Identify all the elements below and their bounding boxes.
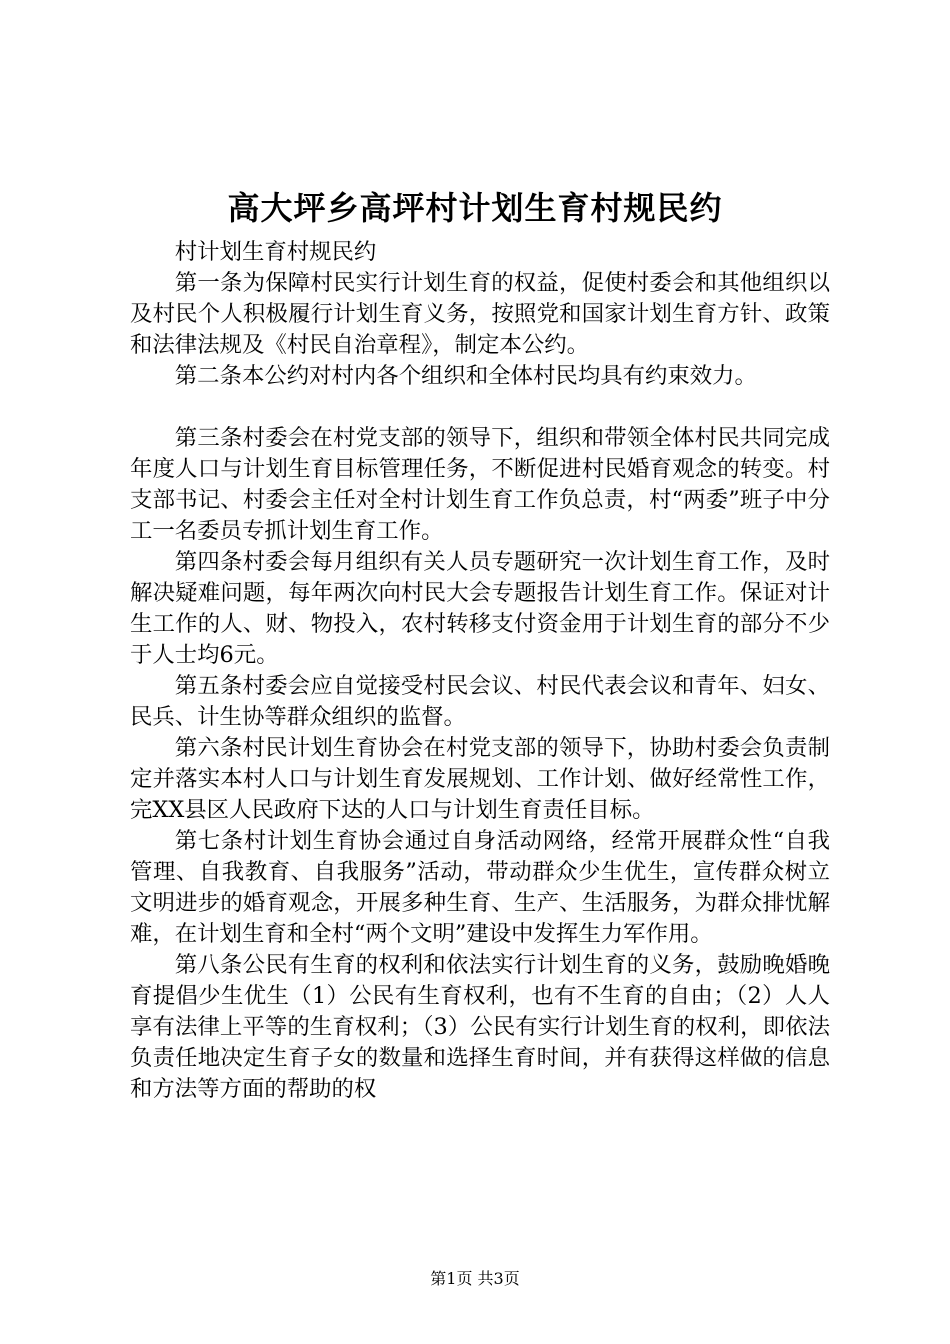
paragraph-article-1: 第一条为保障村民实行计划生育的权益，促使村委会和其他组织以及村民个人积极履行计划生育义务，按照党和国家计划生育方针、政策和法律法规及《村民自治章程》，制定本公约。 <box>130 270 830 358</box>
paragraph-article-7: 第七条村计划生育协会通过自身活动网络，经常开展群众性“自我管理、自我教育、自我服务”活动，带动群众少生优生，宣传群众树立文明进步的婚育观念，开展多种生育、生产、生活服务，为群众排忧解难，在计划生育和全村“两个文明”建设中发挥生力军作用。 <box>130 828 830 947</box>
paragraph-article-2: 第二条本公约对村内各个组织和全体村民均具有约束效力。 <box>174 363 757 389</box>
paragraph-article-4: 第四条村委会每月组织有关人员专题研究一次计划生育工作，及时解决疑难问题，每年两次向村民大会专题报告计划生育工作。保证对计生工作的人、财、物投入，农村转移支付资金用于计划生育的部分不少于人士均6元。 <box>130 549 830 668</box>
document-title: 高大坪乡高坪村计划生育村规民约 <box>227 189 723 227</box>
paragraph-article-3: 第三条村委会在村党支部的领导下，组织和带领全体村民共同完成年度人口与计划生育目标管理任务，不断促进村民婚育观念的转变。村支部书记、村委会主任对全村计划生育工作负总责，村“两委”班子中分工一名委员专抓计划生育工作。 <box>130 425 830 544</box>
paragraph-article-5: 第五条村委会应自觉接受村民会议、村民代表会议和青年、妇女、民兵、计生协等群众组织的监督。 <box>130 673 830 730</box>
page-number-footer: 第1页 共3页 <box>430 1269 520 1288</box>
paragraph-article-6: 第六条村民计划生育协会在村党支部的领导下，协助村委会负责制定并落实本村人口与计划生育发展规划、工作计划、做好经常性工作，完XX县区人民政府下达的人口与计划生育责任目标。 <box>130 735 830 823</box>
document-body <box>130 237 830 1105</box>
paragraph-subtitle: 村计划生育村规民约 <box>174 239 377 265</box>
paragraph-article-8: 第八条公民有生育的权利和依法实行计划生育的义务，鼓励晚婚晚育提倡少生优生（1）公民有生育权利，也有不生育的自由；（2）人人享有法律上平等的生育权利；（3）公民有实行计划生育的权利，即依法负责任地决定生育子女的数量和选择生育时间，并有获得这样做的信息和方法等方面的帮助的权 <box>130 952 830 1102</box>
